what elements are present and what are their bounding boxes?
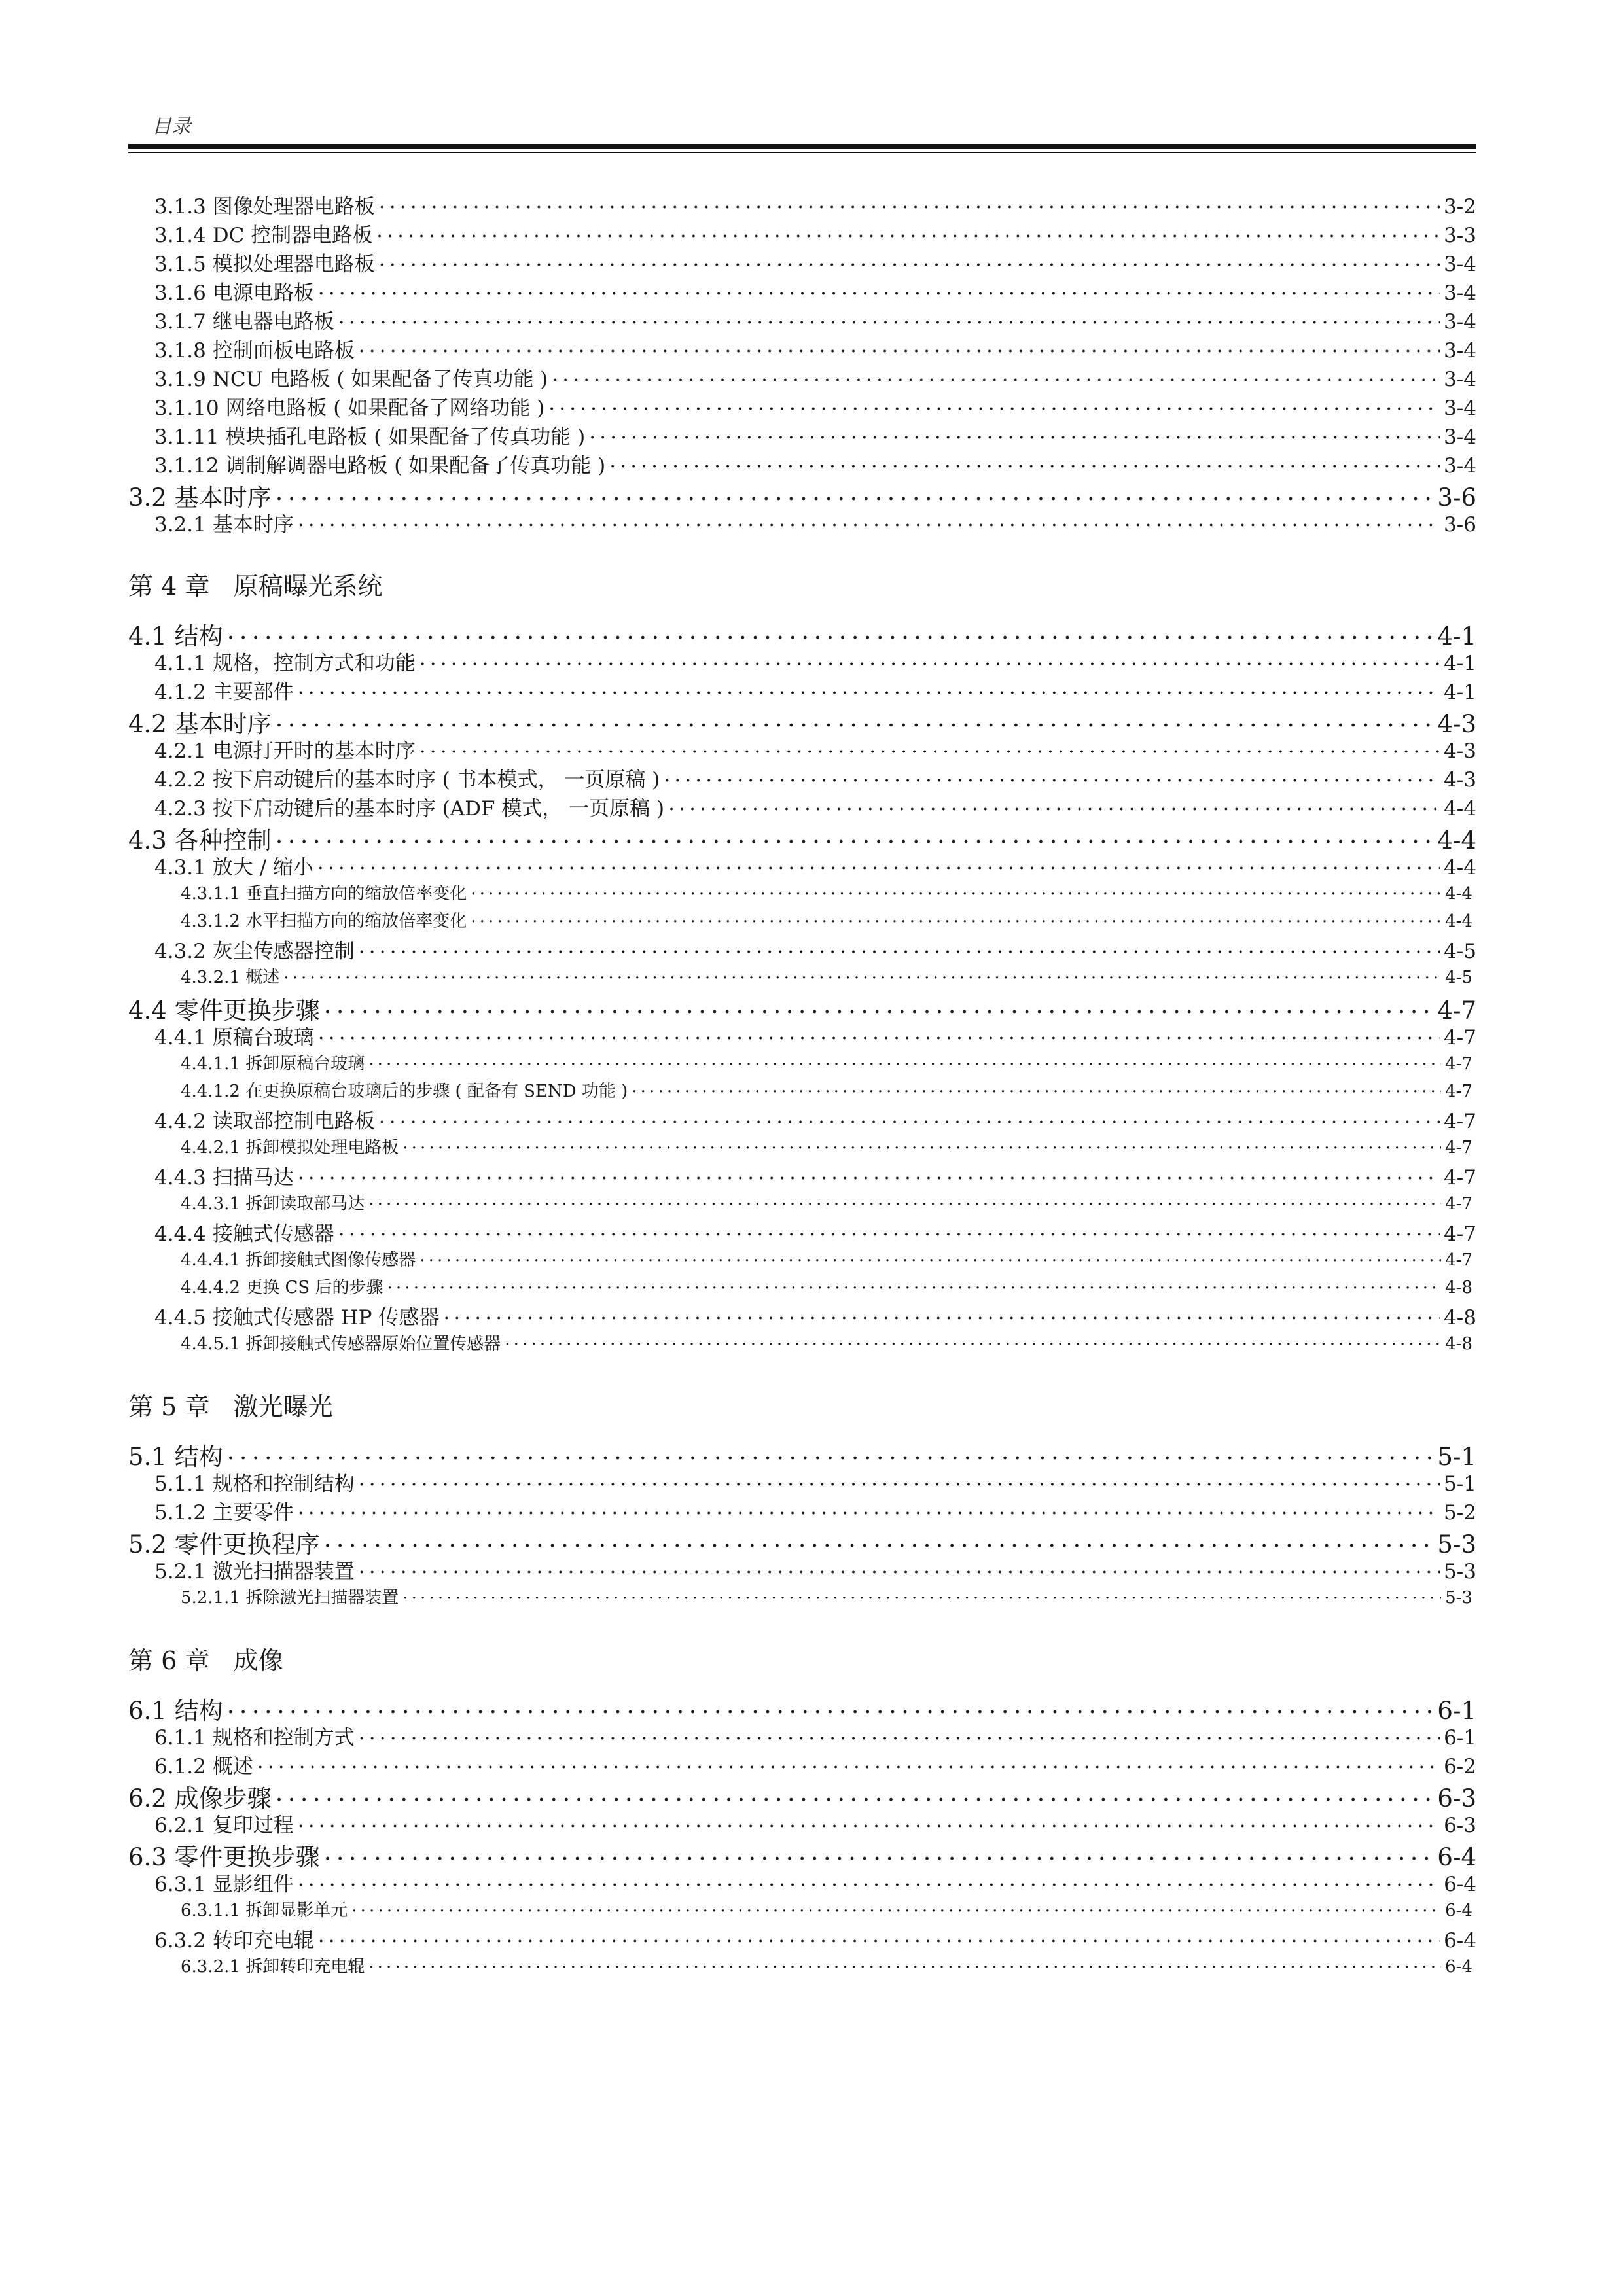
toc-entry-page-number: 6-3 [1444,1814,1476,1837]
toc-entry-page-number: 3-4 [1444,454,1476,478]
toc-entry-level-2[interactable] [128,1691,1476,1725]
toc-entry-page-number: 3-4 [1444,253,1476,276]
toc-entry-level-2[interactable] [128,1437,1476,1471]
toc-entry-label: 6.3.1 显影组件 [154,1873,294,1896]
toc-entry-level-3[interactable] [128,1721,1476,1750]
dot-leader [283,963,1441,983]
toc-entry-label: 4.4.1 原稿台玻璃 [154,1026,314,1050]
toc-entry-level-3[interactable] [128,934,1476,963]
toc-entry-label: 4.3.2.1 概述 [181,967,280,987]
toc-entry-page-number: 6-4 [1444,1873,1476,1896]
toc-entry-page-number: 5-1 [1437,1443,1476,1471]
dot-leader [227,1437,1434,1465]
toc-entry-page-number: 6-4 [1444,1929,1476,1952]
toc-entry-label: 3.1.7 继电器电路板 [154,310,334,334]
toc-entry-level-3[interactable] [128,1496,1476,1525]
toc-entry-level-4[interactable] [128,1133,1476,1161]
toc-entry-level-4[interactable] [128,1050,1476,1077]
toc-entry-label: 4.4.4 接触式传感器 [154,1222,334,1246]
toc-entry-page-number: 4-4 [1445,883,1472,904]
dot-leader [471,907,1441,927]
toc-entry-level-4[interactable] [128,1077,1476,1104]
toc-entry-page-number: 4-3 [1444,768,1476,792]
dot-leader [298,1161,1440,1184]
toc-entry-page-number: 4-3 [1437,710,1476,738]
toc-entry-page-number: 4-7 [1444,1110,1476,1133]
toc-entry-level-3[interactable] [128,190,1476,219]
toc-entry-level-3[interactable] [128,734,1476,763]
toc-entry-page-number: 6-3 [1437,1784,1476,1812]
dot-leader [664,763,1440,786]
toc-entry-label: 5.2.1.1 拆除激光扫描器装置 [181,1587,399,1608]
toc-entry-label: 4.4.5.1 拆卸接触式传感器原始位置传感器 [181,1333,501,1354]
table-of-contents [128,190,1476,1980]
toc-entry-page-number: 3-4 [1444,425,1476,449]
dot-leader [379,1104,1440,1128]
toc-entry-label: 6.3.2.1 拆卸转印充电辊 [181,1956,365,1977]
dot-leader [257,1750,1440,1773]
toc-entry-label: 3.1.6 电源电路板 [154,281,314,305]
toc-entry-page-number: 4-8 [1444,1306,1476,1330]
dot-leader [419,1246,1441,1265]
dot-leader [298,508,1440,531]
toc-entry-level-3[interactable] [128,851,1476,879]
dot-leader [632,1077,1441,1097]
toc-entry-label: 4.2.2 按下启动键后的基本时序 ( 书本模式， 一页原稿 ) [154,768,660,792]
toc-entry-label: 5.1 结构 [128,1443,223,1471]
toc-entry-level-4[interactable] [128,1190,1476,1217]
toc-entry-page-number: 5-3 [1437,1530,1476,1559]
toc-entry-page-number: 6-4 [1437,1843,1476,1871]
header-rule-thick [128,144,1476,149]
toc-entry-label: 3.2.1 基本时序 [154,513,294,537]
toc-entry-label: 4.4 零件更换步骤 [128,997,320,1025]
toc-entry-label: 6.3.1.1 拆卸显影单元 [181,1900,348,1920]
dot-leader [505,1330,1441,1349]
toc-entry-page-number: 6-1 [1437,1697,1476,1725]
toc-entry-label: 4.4.1.1 拆卸原稿台玻璃 [181,1053,365,1074]
toc-entry-label: 5.1.1 规格和控制结构 [154,1472,355,1496]
dot-leader [276,821,1434,849]
toc-entry-page-number: 4-4 [1445,911,1472,931]
toc-entry-page-number: 6-1 [1444,1726,1476,1750]
dot-leader [548,391,1440,415]
dot-leader [419,646,1440,670]
toc-entry-label: 3.1.3 图像处理器电路板 [154,195,375,219]
toc-entry-label: 6.3.2 转印充电辊 [154,1929,314,1952]
toc-entry-label: 6.1 结构 [128,1697,223,1725]
toc-entry-level-3[interactable] [128,449,1476,478]
toc-entry-level-4[interactable] [128,907,1476,934]
toc-entry-level-3[interactable] [128,1104,1476,1133]
toc-entry-level-3[interactable] [128,508,1476,537]
toc-entry-level-3[interactable] [128,792,1476,821]
toc-entry-level-3[interactable] [128,334,1476,362]
toc-entry-label: 4.3.1.1 垂直扫描方向的缩放倍率变化 [181,883,467,904]
dot-leader [379,190,1440,213]
toc-entry-label: 3.1.8 控制面板电路板 [154,339,355,362]
toc-entry-level-3[interactable] [128,1924,1476,1952]
toc-entry-label: 3.2 基本时序 [128,484,272,512]
toc-entry-level-3[interactable] [128,1161,1476,1190]
toc-entry-label: 4.3 各种控制 [128,826,272,855]
toc-entry-page-number: 5-1 [1444,1472,1476,1496]
dot-leader [609,449,1440,472]
toc-entry-level-2[interactable] [128,478,1476,512]
toc-entry-level-2[interactable] [128,1525,1476,1559]
toc-entry-level-4[interactable] [128,1896,1476,1924]
toc-entry-level-4[interactable] [128,1583,1476,1611]
toc-entry-level-4[interactable] [128,963,1476,991]
toc-entry-label: 4.2.3 按下启动键后的基本时序 (ADF 模式， 一页原稿 ) [154,797,665,821]
dot-leader [318,276,1440,300]
toc-entry-page-number: 3-4 [1444,368,1476,391]
toc-entry-page-number: 3-6 [1437,484,1476,512]
dot-leader [402,1583,1441,1603]
dot-leader [402,1133,1441,1153]
toc-entry-label: 4.3.1 放大 / 缩小 [154,856,313,879]
toc-entry-label: 4.4.2.1 拆卸模拟处理电路板 [181,1137,399,1157]
toc-entry-label: 6.3 零件更换步骤 [128,1843,320,1871]
dot-leader [589,420,1440,444]
toc-entry-page-number: 4-3 [1444,739,1476,763]
toc-entry-page-number: 4-4 [1444,797,1476,821]
dot-leader [318,1924,1440,1947]
dot-leader [368,1952,1441,1972]
toc-entry-page-number: 4-8 [1445,1333,1472,1354]
toc-entry-label: 6.1.2 概述 [154,1755,253,1778]
toc-entry-label: 4.1.2 主要部件 [154,680,294,704]
toc-entry-level-3[interactable] [128,1867,1476,1896]
toc-entry-label: 3.1.12 调制解调器电路板 ( 如果配备了传真功能 ) [154,454,606,478]
toc-entry-level-4[interactable] [128,1952,1476,1980]
dot-leader [359,1721,1440,1744]
toc-entry-page-number: 3-4 [1444,281,1476,305]
dot-leader [359,334,1440,357]
toc-entry-page-number: 5-3 [1445,1587,1472,1608]
toc-entry-label: 4.4.1.2 在更换原稿台玻璃后的步骤 ( 配备有 SEND 功能 ) [181,1081,628,1101]
toc-entry-label: 3.1.11 模块插孔电路板 ( 如果配备了传真功能 ) [154,425,586,449]
toc-entry-level-3[interactable] [128,1750,1476,1778]
toc-entry-page-number: 4-7 [1444,1166,1476,1190]
chapter-title: 第 5 章 激光曝光 [128,1392,333,1421]
chapter-title: 第 6 章 成像 [128,1646,283,1675]
toc-entry-page-number: 3-3 [1444,224,1476,247]
toc-entry-label: 4.1.1 规格，控制方式和功能 [154,652,416,675]
toc-entry-label: 4.4.2 读取部控制电路板 [154,1110,375,1133]
toc-entry-level-3[interactable] [128,646,1476,675]
toc-entry-page-number: 4-7 [1445,1081,1472,1101]
toc-entry-page-number: 6-2 [1444,1755,1476,1778]
toc-entry-level-3[interactable] [128,1555,1476,1583]
dot-leader [298,1809,1440,1832]
dot-leader [376,219,1440,242]
toc-entry-label: 6.2.1 复印过程 [154,1814,294,1837]
dot-leader [317,851,1440,874]
dot-leader [318,1021,1440,1044]
toc-entry-page-number: 4-4 [1437,826,1476,855]
dot-leader [379,247,1440,271]
toc-entry-label: 3.1.9 NCU 电路板 ( 如果配备了传真功能 ) [154,368,548,391]
dot-leader [324,991,1434,1019]
dot-leader [419,734,1440,758]
toc-entry-level-2[interactable] [128,616,1476,650]
toc-entry-page-number: 6-4 [1445,1956,1472,1977]
toc-entry-level-3[interactable] [128,1217,1476,1246]
dot-leader [276,704,1434,732]
dot-leader [338,1217,1440,1241]
toc-entry-level-4[interactable] [128,1273,1476,1301]
toc-entry-label: 4.4.4.1 拆卸接触式图像传感器 [181,1250,416,1270]
toc-entry-label: 5.2 零件更换程序 [128,1530,320,1559]
toc-entry-label: 3.1.4 DC 控制器电路板 [154,224,373,247]
toc-entry-label: 6.1.1 规格和控制方式 [154,1726,355,1750]
toc-entry-level-3[interactable] [128,247,1476,276]
toc-entry-label: 5.2.1 激光扫描器装置 [154,1560,355,1583]
running-header-title: 目录 [152,115,191,138]
toc-entry-level-3[interactable] [128,219,1476,247]
toc-entry-label: 4.3.1.2 水平扫描方向的缩放倍率变化 [181,911,467,931]
toc-entry-page-number: 5-2 [1444,1501,1476,1525]
toc-entry-level-3[interactable] [128,675,1476,704]
dot-leader [471,879,1441,899]
toc-entry-level-3[interactable] [128,305,1476,334]
toc-entry-level-3[interactable] [128,276,1476,305]
toc-entry-page-number: 4-7 [1437,997,1476,1025]
dot-leader [276,1778,1434,1807]
dot-leader [387,1273,1441,1293]
toc-entry-level-4[interactable] [128,879,1476,907]
toc-entry-level-3[interactable] [128,391,1476,420]
toc-entry-label: 4.3.2 灰尘传感器控制 [154,940,355,963]
toc-entry-page-number: 4-7 [1445,1137,1472,1157]
toc-entry-level-3[interactable] [128,362,1476,391]
toc-entry-page-number: 5-3 [1444,1560,1476,1583]
toc-entry-level-2[interactable] [128,1837,1476,1871]
toc-entry-level-3[interactable] [128,1301,1476,1330]
toc-entry-label: 3.1.10 网络电路板 ( 如果配备了网络功能 ) [154,397,545,420]
toc-entry-level-2[interactable] [128,1778,1476,1812]
toc-entry-level-2[interactable] [128,704,1476,738]
dot-leader [298,1867,1440,1891]
dot-leader [324,1525,1434,1553]
dot-leader [338,305,1440,328]
toc-entry-page-number: 3-2 [1444,195,1476,219]
toc-entry-level-3[interactable] [128,763,1476,792]
toc-entry-page-number: 6-4 [1445,1900,1472,1920]
toc-entry-level-3[interactable] [128,1467,1476,1496]
toc-entry-page-number: 4-7 [1445,1250,1472,1270]
toc-entry-page-number: 3-4 [1444,397,1476,420]
toc-entry-level-4[interactable] [128,1246,1476,1273]
toc-entry-level-2[interactable] [128,991,1476,1025]
dot-leader [298,1496,1440,1519]
toc-entry-page-number: 3-4 [1444,310,1476,334]
toc-entry-page-number: 3-6 [1444,513,1476,537]
toc-entry-level-2[interactable] [128,821,1476,855]
toc-entry-page-number: 4-4 [1444,856,1476,879]
dot-leader [359,1467,1440,1491]
header-rule-thin [128,152,1476,153]
dot-leader [443,1301,1440,1324]
chapter-title: 第 4 章 原稿曝光系统 [128,571,383,601]
toc-entry-page-number: 4-7 [1445,1053,1472,1074]
dot-leader [368,1190,1441,1209]
toc-entry-page-number: 4-8 [1445,1277,1472,1298]
dot-leader [359,1555,1440,1578]
dot-leader [359,934,1440,958]
toc-entry-page-number: 3-4 [1444,339,1476,362]
dot-leader [324,1837,1434,1865]
dot-leader [552,362,1440,386]
toc-entry-page-number: 4-7 [1444,1026,1476,1050]
toc-entry-page-number: 4-1 [1444,652,1476,675]
toc-entry-page-number: 4-7 [1444,1222,1476,1246]
toc-entry-page-number: 4-1 [1444,680,1476,704]
dot-leader [368,1050,1441,1069]
toc-entry-label: 4.4.3.1 拆卸读取部马达 [181,1193,365,1214]
toc-entry-level-3[interactable] [128,420,1476,449]
toc-entry-page-number: 4-5 [1444,940,1476,963]
toc-entry-label: 4.4.5 接触式传感器 HP 传感器 [154,1306,440,1330]
toc-entry-label: 4.2.1 电源打开时的基本时序 [154,739,416,763]
dot-leader [227,616,1434,645]
toc-entry-level-3[interactable] [128,1021,1476,1050]
toc-entry-level-3[interactable] [128,1809,1476,1837]
toc-entry-label: 4.4.3 扫描马达 [154,1166,294,1190]
toc-entry-label: 4.4.4.2 更换 CS 后的步骤 [181,1277,383,1298]
toc-entry-label: 6.2 成像步骤 [128,1784,272,1812]
toc-entry-label: 5.1.2 主要零件 [154,1501,294,1525]
toc-entry-page-number: 4-7 [1445,1193,1472,1214]
toc-entry-level-4[interactable] [128,1330,1476,1357]
dot-leader [298,675,1440,699]
dot-leader [351,1896,1441,1916]
dot-leader [276,478,1434,506]
toc-entry-label: 4.2 基本时序 [128,710,272,738]
dot-leader [227,1691,1434,1719]
dot-leader [668,792,1440,815]
toc-entry-page-number: 4-1 [1437,622,1476,650]
toc-entry-label: 3.1.5 模拟处理器电路板 [154,253,375,276]
toc-entry-page-number: 4-5 [1445,967,1472,987]
toc-entry-label: 4.1 结构 [128,622,223,650]
